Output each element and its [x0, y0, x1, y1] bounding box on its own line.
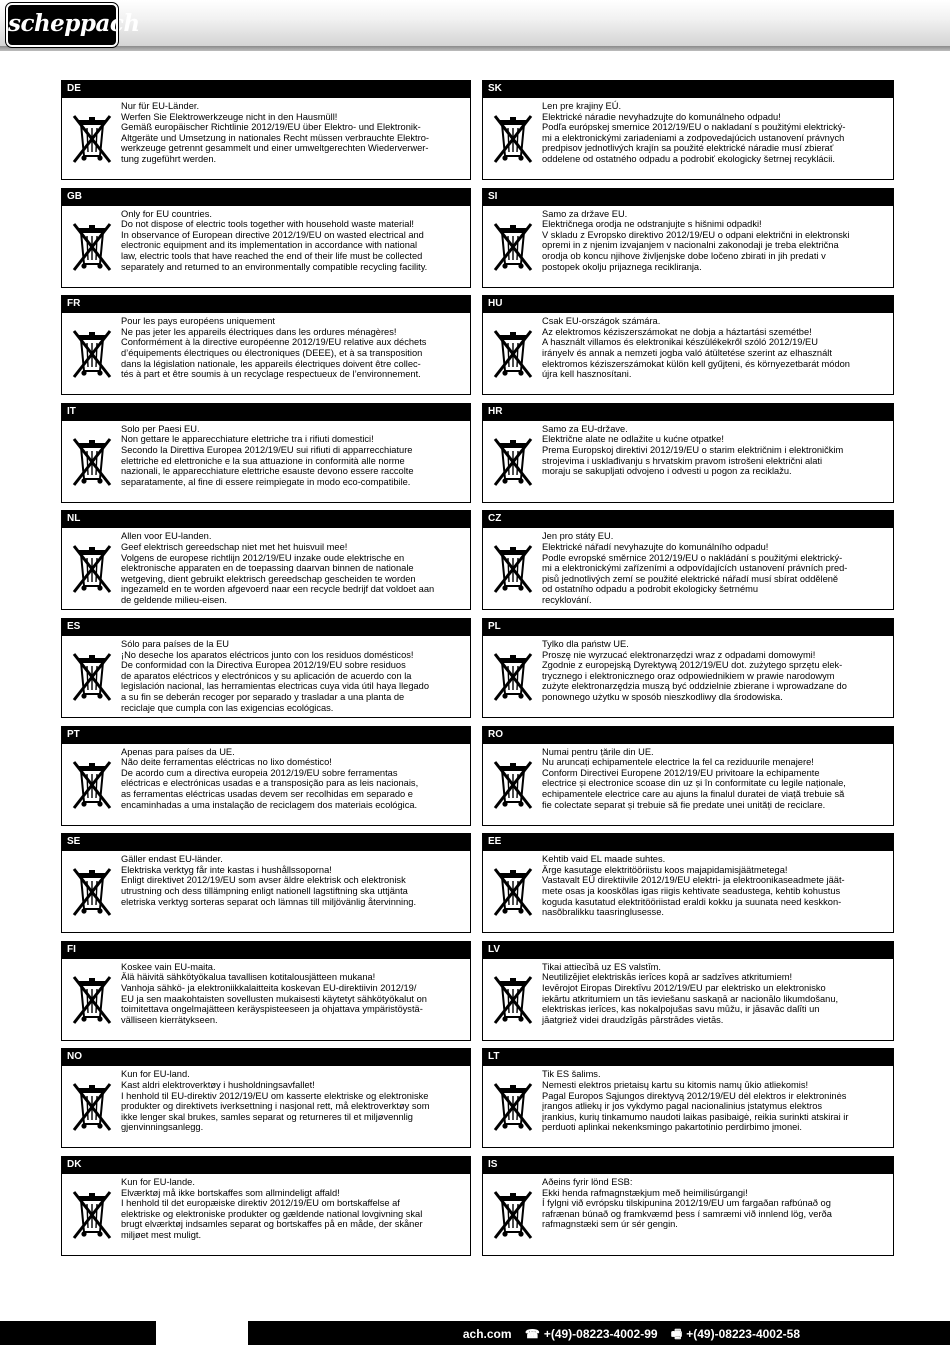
section-text: Nur für EU-Länder. Werfen Sie Elektrowerkzeuge nicht in den Hausmüll! Gemäß europäischer Richtlinie 2012/19/EU über Elektro- und Elektronik- Altgeräte und Umsetzung in nationales Recht müssen verbrauchte Elektro- werkzeuge getrennt gesammelt und einer umweltgerechten Wiederverwer- tung zugeführt werden. — [121, 101, 429, 164]
footer-contact — [451, 1325, 800, 1346]
fax-icon: 🖷 — [670, 1327, 683, 1341]
section-body — [61, 1066, 471, 1148]
section-code: SE — [61, 833, 471, 851]
section-body — [482, 421, 894, 503]
crossed-bin-icon — [70, 218, 114, 276]
section-body — [482, 98, 894, 180]
crossed-bin-icon — [70, 110, 114, 168]
section-body — [61, 636, 471, 718]
section-sk — [482, 80, 894, 188]
section-body — [482, 1174, 894, 1256]
section-text: Solo per Paesi EU. Non gettare le apparecchiature elettriche tra i rifiuti domestici! Secondo la Direttiva Europea 2012/19/EU sui rifiuti di apparrecchiature elettriche ed elettroniche e la sua attuazione in conformità alle norme nazionali, le apparecchiature elettriche esauste devono essere raccolte separatamente, al fine di essere reimpiegate in modo eco-compatibile. — [121, 423, 414, 487]
section-text: Csak EU-országok számára. Az elektromos kéziszerszámokat ne dobja a háztartási szemétbe! A használt villamos és elektronikai készülékekről szóló 2012/19/EU irányelv és annak a nemzeti jogba való átültetése szerint az elhasznált elektromos kéziszerszámokat külön kell gyűjteni, és környezetbarát módon újra kell hasznosítani. — [542, 316, 850, 380]
crossed-bin-icon — [491, 1186, 535, 1244]
section-code: SK — [482, 80, 894, 98]
section-text: Allen voor EU-landen. Geef elektrisch gereedschap niet met het huisvuil mee! Volgens de europese richtlijn 2012/19/EU inzake oude elektrische en elektronische apparaten en de toepassing daarvan binnen de nationale wetgeving, dient gebruikt elektrisch gereedschap gescheiden te worden ingezameld en te worden afgevoerd naar een recycle bedrijf dat voldoet aan de geldende milieu-eisen. — [121, 531, 435, 605]
section-text: Koskee vain EU-maita. Älä häivitä sähkötyökalua tavallisen kotitalousjätteen mukana! Vanhoja sähkö- ja elektroniikkalaitteita koskevan EU-direktiivin 2012/19/ EU ja sen maakohtaisten sovellusten mukaisesti käytetyt sähkötyökalut on toimitettava ongelmajätteen keräyspisteeseen ja ohjattava ympäristöystä- välliseen kierrätykseen. — [121, 961, 427, 1025]
crossed-bin-icon — [70, 756, 114, 814]
section-text: Apenas para países da UE. Não deite ferramentas eléctricas no lixo doméstico! De acordo cum a directiva europeia 2012/19/EU sobre ferramentas eléctricas e electrónicas usadas e a transposição para as leis nacionais, as ferramentas eléctricas usadas devem ser recolhidas em separado e encaminhadas a uma instalação de reciclagem dos materiais ecológica. — [121, 746, 419, 810]
section-body — [61, 528, 471, 610]
crossed-bin-icon — [491, 325, 535, 383]
section-code: PL — [482, 618, 894, 636]
section-code: CZ — [482, 510, 894, 528]
section-text: Jen pro státy EU. Elektrické nářadí nevyhazujte do komunálního odpadu! Podle evropské směrnice 2012/19/EU o nakládání s použitými elektrický- mi a elektronickými zařízeními a odpovídajících ustanovení právních pred- pisů jednotlivých zemí se použité elektrické nářadí musí sbírat odděleně od ostatního odpadu a podrobit ekologicky šetrnému recyklování. — [542, 531, 848, 605]
section-body — [482, 851, 894, 933]
section-body — [61, 744, 471, 826]
section-cz — [482, 510, 894, 618]
section-it — [61, 403, 471, 511]
section-ee — [482, 833, 894, 941]
section-code: NL — [61, 510, 471, 528]
section-body — [61, 421, 471, 503]
section-body — [61, 313, 471, 395]
section-body — [482, 1066, 894, 1148]
section-body — [61, 851, 471, 933]
section-body — [482, 744, 894, 826]
crossed-bin-icon — [491, 971, 535, 1029]
disposal-notices-grid — [61, 80, 894, 1264]
section-text: Numai pentru țările din UE. Nu aruncați echipamentele electrice la fel ca reziduurile menajere! Conform Directivei Europene 2012/19/EU privitoare la echipamente electrice și electronice scoase din uz și în conformitate cu legile naționale, echipamentele electrice care au ajuns la finalul duratei de viață trebuie să fie colectate separat și trebuie să fie predate unei unități de reciclare. — [542, 746, 846, 810]
crossed-bin-icon — [70, 971, 114, 1029]
section-body — [482, 528, 894, 610]
section-hr — [482, 403, 894, 511]
header-divider — [0, 46, 950, 51]
section-body — [61, 1174, 471, 1256]
section-code: FI — [61, 941, 471, 959]
phone-icon: ☎ — [524, 1327, 540, 1341]
section-pt — [61, 726, 471, 834]
section-body — [482, 313, 894, 395]
section-hu — [482, 295, 894, 403]
section-no — [61, 1048, 471, 1156]
section-gb — [61, 188, 471, 296]
section-code: GB — [61, 188, 471, 206]
section-text: Sólo para países de la EU ¡No deseche los aparatos eléctricos junto con los residuos domésticos! De conformidad con la Directiva Europea 2012/19/EU sobre residuos de aparatos eléctricos y electrónicos y su aplicación de acuerdo con la legislación nacional, las herramientas electricas cuya vida útil haya llegado a su fin se deberán recoger por separado y trasladar a una planta de reciclaje que cumpla con las exigencias ecológicas. — [121, 638, 430, 713]
section-code: IS — [482, 1156, 894, 1174]
crossed-bin-icon — [491, 218, 535, 276]
section-code: HU — [482, 295, 894, 313]
section-text: Kehtib vaid EL maade suhtes. Ärge kasutage elektritööriistu koos majapidamisjäätmetega! Vastavalt EÜ direktiivile 2012/19/EU elektri- ja elektroonikaseadmete jäät- mete osas ja kooskõlas igas riigis kehtivate seadustega, kehtib kohustus koguda kasutatud elektritööriistad eraldi kokku ja suunata need keskkon- nasõbralikku taasringlusesse. — [542, 854, 845, 918]
footer-bar — [0, 1321, 950, 1345]
section-body — [482, 636, 894, 718]
section-pl — [482, 618, 894, 726]
crossed-bin-icon — [491, 756, 535, 814]
section-code: LV — [482, 941, 894, 959]
section-code: FR — [61, 295, 471, 313]
section-text: Samo za države EU. Električnega orodja ne odstranjujte s hišnimi odpadki! V skladu z Evropsko direktivo 2012/19/EU o odpani električni in elektronski opremi in z njenim izvajanjem v nacionalni zakonodaji je treba električna orodja ob koncu njihove življenjske dobe ločeno zbirati in jih predati v postopek okolju prijaznega recikliranja. — [542, 208, 850, 272]
footer-web[interactable]: ach.com — [462, 1327, 512, 1341]
crossed-bin-icon — [70, 648, 114, 706]
section-text: Kun for EU-land. Kast aldri elektroverktøy i husholdningsavfallet! I henhold til EU-direktiv 2012/19/EU om kasserte elektriske og elektroniske produkter og direktivets iverksettning i nasjonal rett, må elektroverktøy som ikke lenger skal brukes, samles separat og returneres til et miljøvennlig gjenvinningsanlegg. — [121, 1069, 430, 1133]
section-code: NO — [61, 1048, 471, 1066]
crossed-bin-icon — [491, 110, 535, 168]
section-code: SI — [482, 188, 894, 206]
section-de — [61, 80, 471, 188]
section-code: DK — [61, 1156, 471, 1174]
section-code: ES — [61, 618, 471, 636]
section-code: HR — [482, 403, 894, 421]
crossed-bin-icon — [70, 863, 114, 921]
crossed-bin-icon — [491, 540, 535, 598]
crossed-bin-icon — [491, 648, 535, 706]
crossed-bin-icon — [70, 325, 114, 383]
section-nl — [61, 510, 471, 618]
crossed-bin-icon — [70, 1186, 114, 1244]
section-body — [482, 959, 894, 1041]
crossed-bin-icon — [70, 1078, 114, 1136]
section-text: Len pre krajiny EÚ. Elektrické náradie nevyhadzujte do komunálneho odpadu! Podľa európskej smernice 2012/19/EU o nakladaní s použitými elektrický- mi a elektronickými zariadeniami a zodpovedajúcich ustanovení právnych predpisov jednotlivých krajín sa použité elektrické náradie musí zbierať oddelene od ostatného odpadu a podrobiť ekologicky šetrnej recyklácii. — [542, 101, 846, 164]
section-body — [61, 98, 471, 180]
header-band — [0, 0, 950, 46]
section-text: Tylko dla państw UE. Proszę nie wyrzucać elektronarzędzi wraz z odpadami domowymi! Zgodnie z europejską Dyrektywą 2012/19/EU dot. zużytego sprzętu elek- trycznego i elektronicznego oraz odpowiednikiem w prawie narodowym zużyte elektronarzędzia muszą być oddzielnie zbierane i wprowadzane do ponownego użytku w sposób nieszkodliwy dla środowiska. — [542, 638, 847, 702]
section-text: Tik ES šalims. Nemesti elektros prietaisų kartu su kitomis namų ūkio atliekomis! Pagal Europos Sąjungos direktyvą 2012/19/EU dėl elektros ir elektroninės įrangos atliekų ir jos vykdymo pagal nacionalinius įstatymus elektros įrankius, kurių tinkamumo naudoti laikas pasibaigė, reikia surinkti atskirai ir perduoti aplinkai nekenksmingo pakartotinio perdirbimo įmonei. — [542, 1069, 849, 1133]
section-es — [61, 618, 471, 726]
crossed-bin-icon — [70, 540, 114, 598]
section-code: DE — [61, 80, 471, 98]
section-is — [482, 1156, 894, 1264]
section-text: Gäller endast EU-länder. Elektriska verktyg får inte kastas i hushållssoporna! Enligt direktivet 2012/19/EU som avser äldre elektrisk och elektronisk utrustning och dess tillämpning enligt nationell lagstiftning ska uttjänta eletriska verktyg sorteras separat och lämnas till miljövänlig återvinning. — [121, 854, 417, 907]
section-body — [61, 206, 471, 288]
crossed-bin-icon — [70, 433, 114, 491]
section-fr — [61, 295, 471, 403]
section-ro — [482, 726, 894, 834]
section-text: Only for EU countries. Do not dispose of electric tools together with household waste material! In observance of European directive 2012/19/EU on wasted electrical and electronic equipment and its implementation in accordance with national law, electric tools that have reached the end of their life must be collected separately and returned to an environmentally compatible recycling facility. — [121, 208, 428, 272]
section-text: Kun for EU-lande. Elværktøj må ikke bortskaffes som allmindeligt affald! I henhold til det europæiske direktiv 2012/19/EU om bortskaffelse af elektriske og elektroniske produkter og gældende national lovgivning skal brugt elværktøj indsamles separat og bortskaffes på en måde, der skåner miljøet mest muligt. — [121, 1176, 423, 1240]
section-fi — [61, 941, 471, 1049]
scheppach-logo: scheppach — [6, 3, 118, 47]
footer-fax: +(49)-08223-4002-58 — [686, 1327, 800, 1341]
section-lv — [482, 941, 894, 1049]
section-body — [482, 206, 894, 288]
section-code: RO — [482, 726, 894, 744]
section-code: IT — [61, 403, 471, 421]
crossed-bin-icon — [491, 863, 535, 921]
section-text: Samo za EU-države. Električne alate ne odlažite u kućne otpatke! Prema Europskoj direktivi 2012/19/EU o starim električnim i elektroničkim strojevima i usklađivanju s hrvatskim pravom istrošeni električni alati moraju se sakupljati odvojeno i odvesti u pogon za reciklažu. — [542, 423, 844, 477]
section-code: PT — [61, 726, 471, 744]
footer-page-box — [156, 1321, 248, 1345]
section-text: Aðeins fyrir lönd ESB: Ekki henda rafmagnstækjum með heimilisúrgangi! Í fylgni við evrópsku tilskipunina 2012/19/EU um fargaðan rafbúnað og rafrænan búnað og framkvæmd þess í samræmi við innlend lög, verða rafmagnstæki sem úr sér gengin. — [542, 1176, 832, 1230]
crossed-bin-icon — [491, 433, 535, 491]
section-code: LT — [482, 1048, 894, 1066]
section-text: Pour les pays européens uniquement Ne pas jeter les appareils électriques dans les ordures ménagères! Conformément à la directive européenne 2012/19/EU relative aux déchets d’équipements électriques ou électroniques (DEEE), et à sa transposition dans la législation nationale, les appareils électriques doivent être collec- tés à part et être soumis à un recyclage respectueux de l’environnement. — [121, 316, 427, 380]
section-code: EE — [482, 833, 894, 851]
section-lt — [482, 1048, 894, 1156]
section-body — [61, 959, 471, 1041]
section-dk — [61, 1156, 471, 1264]
crossed-bin-icon — [491, 1078, 535, 1136]
footer-phone: +(49)-08223-4002-99 — [543, 1327, 658, 1341]
section-text: Tikai attiecībā uz ES valstīm. Neutilizējiet elektriskās ierīces kopā ar sadzīves atkritumiem! Ievērojot Eiropas Direktīvu 2012/19/EU par elektrisko un elektronisko iekārtu atkritumiem un tās ieviešanu saskaņā ar nacionālo likumdošanu, elektriskas ierīces, kas nokalpojušas savu mūžu, ir jāsavāc dalīti un jāatgriež videi draudzīgās pārstrādes vietās. — [542, 961, 839, 1025]
section-se — [61, 833, 471, 941]
section-si — [482, 188, 894, 296]
